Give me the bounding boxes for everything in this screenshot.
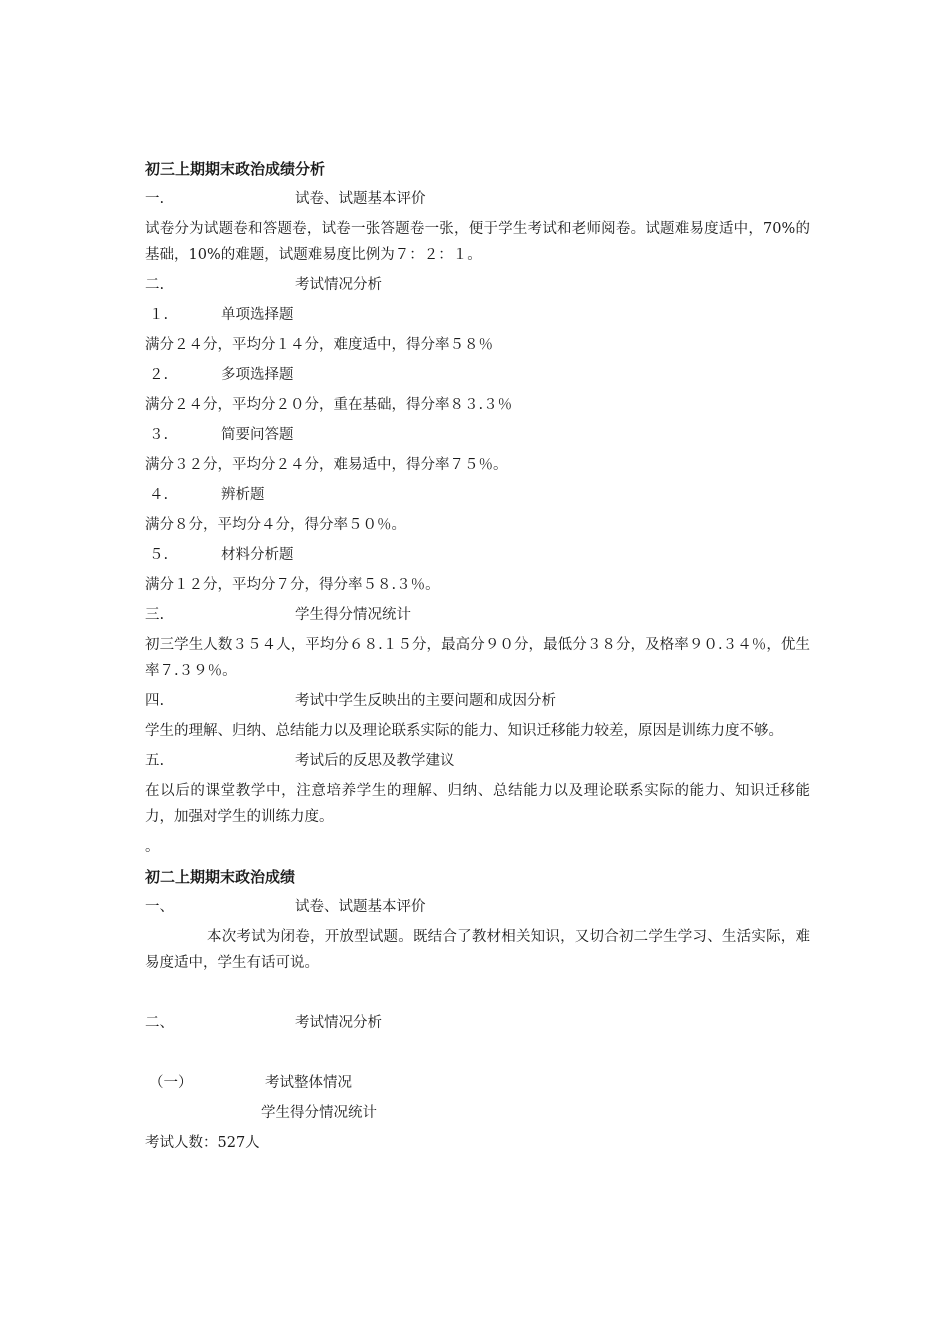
- grade8-section-2-title: 考试情况分析: [295, 1015, 382, 1031]
- section-4-number: 四.: [145, 693, 165, 709]
- grade8-section-2-number: 二、: [145, 1015, 174, 1031]
- item-4-title: 辨析题: [221, 487, 265, 503]
- item-4-heading: [145, 480, 810, 510]
- spacer: [145, 978, 810, 1008]
- item-4-number: ４.: [149, 487, 169, 503]
- section-4-title: 考试中学生反映出的主要问题和成因分析: [295, 693, 556, 709]
- section-3-title: 学生得分情况统计: [295, 607, 411, 623]
- item-2-detail: 满分２４分，平均分２０分，重在基础，得分率８３.３％: [145, 397, 513, 413]
- grade8-subsection-heading: [145, 1068, 810, 1098]
- item-1-number: １.: [149, 307, 169, 323]
- section-5-number: 五.: [145, 753, 165, 769]
- grade8-section-2-heading: [145, 1008, 810, 1038]
- section-1-number: 一.: [145, 191, 165, 207]
- grade8-section-1-number: 一、: [145, 899, 174, 915]
- item-1-heading: [145, 300, 810, 330]
- item-5-title: 材料分析题: [221, 547, 294, 563]
- section-4-body: 学生的理解、归纳、总结能力以及理论联系实际的能力、知识迁移能力较差，原因是训练力度不够。: [145, 723, 783, 739]
- section-5-title: 考试后的反思及教学建议: [295, 753, 455, 769]
- section-1-title: 试卷、试题基本评价: [295, 191, 426, 207]
- item-1-title: 单项选择题: [221, 307, 294, 323]
- item-4-detail: 满分８分，平均分４分，得分率５０％。: [145, 517, 406, 533]
- item-2-heading: [145, 360, 810, 390]
- grade8-section-1-heading: [145, 892, 810, 922]
- item-3-detail: 满分３２分，平均分２４分，难易适中，得分率７５％。: [145, 457, 508, 473]
- item-5-number: ５.: [149, 547, 169, 563]
- separator-dot: 。: [145, 839, 160, 855]
- section-5-heading: [145, 746, 810, 776]
- section-1-body: 试卷分为试题卷和答题卷，试卷一张答题卷一张，便于学生考试和老师阅卷。试题难易度适中，70%的基础，10%的难题，试题难易度比例为７：２：１。: [145, 221, 810, 263]
- item-5-detail: 满分１２分，平均分７分，得分率５８.３％。: [145, 577, 440, 593]
- section-3-number: 三.: [145, 607, 165, 623]
- section-3-body: 初三学生人数３５４人，平均分６８.１５分，最高分９０分，最低分３８分，及格率９０.３４％，优生率７.３９％。: [145, 637, 810, 679]
- item-3-number: ３.: [149, 427, 169, 443]
- spacer: [145, 1038, 810, 1068]
- section-2-heading: [145, 270, 810, 300]
- grade8-subsection-title: 考试整体情况: [265, 1075, 352, 1091]
- section-1-heading: [145, 184, 810, 214]
- item-3-heading: [145, 420, 810, 450]
- section-2-number: 二.: [145, 277, 165, 293]
- section-5-body: 在以后的课堂教学中，注意培养学生的理解、归纳、总结能力以及理论联系实际的能力、知识迁移能力，加强对学生的训练力度。: [145, 783, 810, 825]
- item-2-number: ２.: [149, 367, 169, 383]
- item-5-heading: [145, 540, 810, 570]
- item-1-detail: 满分２４分，平均分１４分，难度适中，得分率５８％: [145, 337, 493, 353]
- grade8-section-1-title: 试卷、试题基本评价: [295, 899, 426, 915]
- item-3-title: 简要问答题: [221, 427, 294, 443]
- grade8-subsection-line2: 学生得分情况统计: [261, 1105, 377, 1121]
- doc-title-grade9: 初三上期期末政治成绩分析: [145, 160, 326, 178]
- section-4-heading: [145, 686, 810, 716]
- section-3-heading: [145, 600, 810, 630]
- grade8-subsection-number: （一）: [149, 1075, 193, 1091]
- grade8-section-1-body: 本次考试为闭卷，开放型试题。既结合了教材相关知识，又切合初二学生学习、生活实际，难易度适中，学生有话可说。: [145, 929, 810, 971]
- item-2-title: 多项选择题: [221, 367, 294, 383]
- section-2-title: 考试情况分析: [295, 277, 382, 293]
- doc-title-grade8: 初二上期期末政治成绩: [145, 868, 296, 886]
- exam-count: 考试人数：527人: [145, 1135, 260, 1151]
- document-page: [145, 154, 810, 1158]
